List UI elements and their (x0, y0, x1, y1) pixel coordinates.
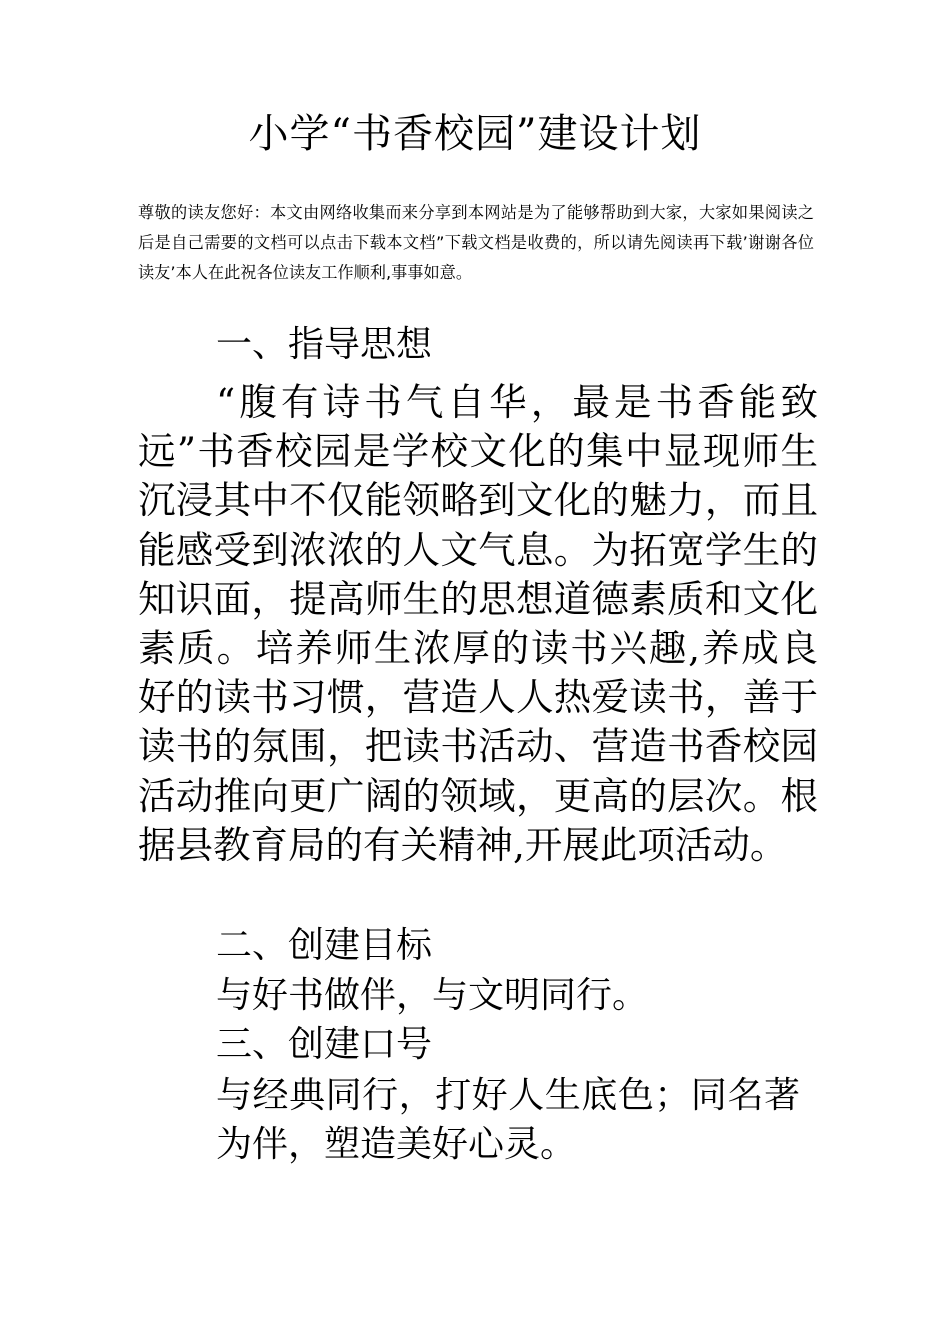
document-title: 小学“书香校园”建设计划 (248, 111, 702, 157)
section-heading-goal: 二、创建目标 (216, 925, 433, 966)
section-text-goal: 与好书做伴，与文明同行。 (216, 975, 649, 1016)
section-heading-slogan: 三、创建口号 (216, 1024, 433, 1065)
section-heading-guiding-ideology: 一、指导思想 (216, 324, 433, 365)
section-text-slogan: 与经典同行，打好人生底色；同名著为伴，塑造美好心灵。 (216, 1075, 800, 1165)
reader-notice: 尊敬的读友您好：本文由网络收集而来分享到本网站是为了能够帮助到大家，大家如果阅读之后是自己需要的文档可以点击下载本文档”下载文档是收费的，所以请先阅读再下载’谢谢各位读友’本人在此祝各位读友工作顺利,事事如意。 (138, 203, 814, 282)
section-text-guiding-ideology: “腹有诗书气自华，最是书香能致远”书香校园是学校文化的集中显现师生沉浸其中不仅能领略到文化的魅力，而且能感受到浓浓的人文气息。为拓宽学生的知识面，提高师生的思想道德素质和文化素质。培养师生浓厚的读书兴趣,养成良好的读书习惯，营造人人热爱读书，善于读书的氛围，把读书活动、营造书香校园活动推向更广阔的领域，更高的层次。根据县教育局的有关精神,开展此项活动。 (138, 380, 818, 867)
